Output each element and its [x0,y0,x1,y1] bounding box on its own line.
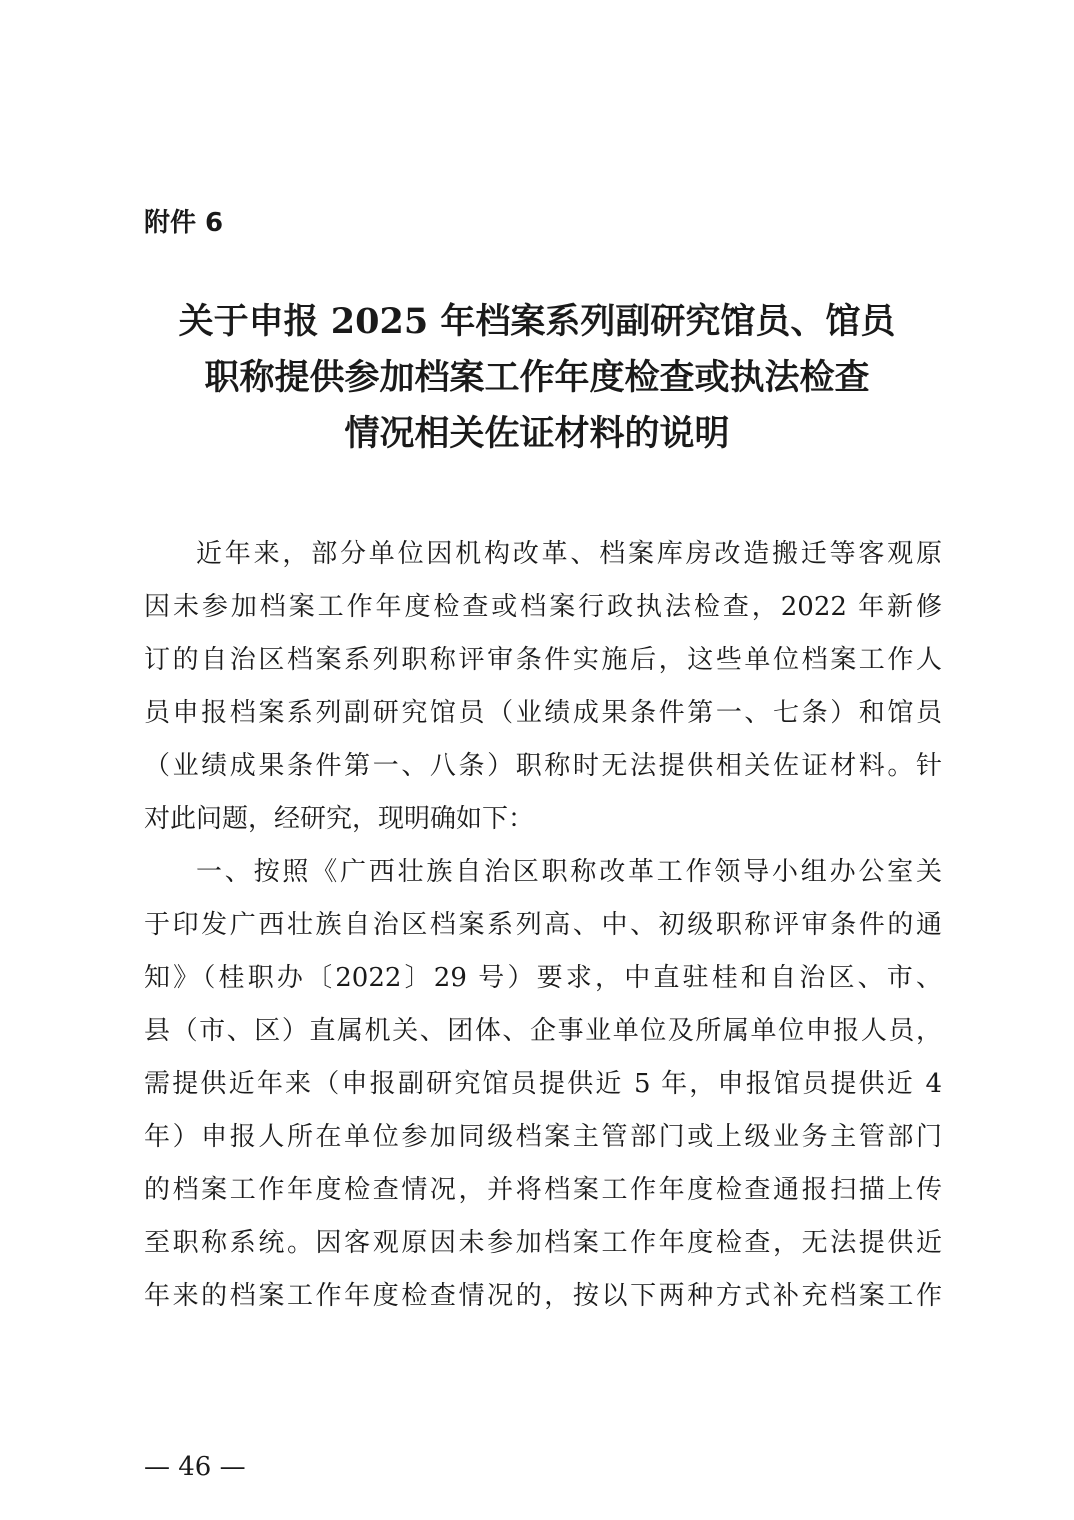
title-line: 职称提供参加档案工作年度检查或执法检查 [204,357,870,398]
paragraph-line: 于印发广西壮族自治区档案系列高、中、初级职称评审条件的通 [144,910,942,940]
body-text [144,528,942,1323]
paragraph-line: （业绩成果条件第一、八条）职称时无法提供相关佐证材料。针 [144,751,942,781]
page-number: — 46 — [144,1452,246,1482]
title-line: 关于申报 2025 年档案系列副研究馆员、馆员 [178,301,896,342]
paragraph-line: 年）申报人所在单位参加同级档案主管部门或上级业务主管部门 [144,1122,942,1152]
paragraph-line: 知》（桂职办〔2022〕29 号）要求，中直驻桂和自治区、市、 [144,963,942,993]
paragraph-line: 至职称系统。因客观原因未参加档案工作年度检查，无法提供近 [144,1228,942,1258]
paragraph-line: 县（市、区）直属机关、团体、企事业单位及所属单位申报人员， [144,1016,942,1046]
document-title [120,294,954,462]
paragraph-line: 员申报档案系列副研究馆员（业绩成果条件第一、七条）和馆员 [144,698,942,728]
paragraph-line: 近年来，部分单位因机构改革、档案库房改造搬迁等客观原 [196,539,942,569]
paragraph-line: 需提供近年来（申报副研究馆员提供近 5 年，申报馆员提供近 4 [144,1069,942,1099]
paragraph-line: 的档案工作年度检查情况，并将档案工作年度检查通报扫描上传 [144,1175,942,1205]
attachment-label: 附件 6 [144,208,224,238]
paragraph-line: 订的自治区档案系列职称评审条件实施后，这些单位档案工作人 [144,645,942,675]
paragraph-line: 年来的档案工作年度检查情况的，按以下两种方式补充档案工作 [144,1281,942,1311]
paragraph-line: 一、按照《广西壮族自治区职称改革工作领导小组办公室关 [196,857,942,887]
title-line: 情况相关佐证材料的说明 [344,413,730,454]
paragraph-line: 对此问题，经研究，现明确如下： [144,804,535,834]
paragraph-line: 因未参加档案工作年度检查或档案行政执法检查，2022 年新修 [144,592,942,622]
